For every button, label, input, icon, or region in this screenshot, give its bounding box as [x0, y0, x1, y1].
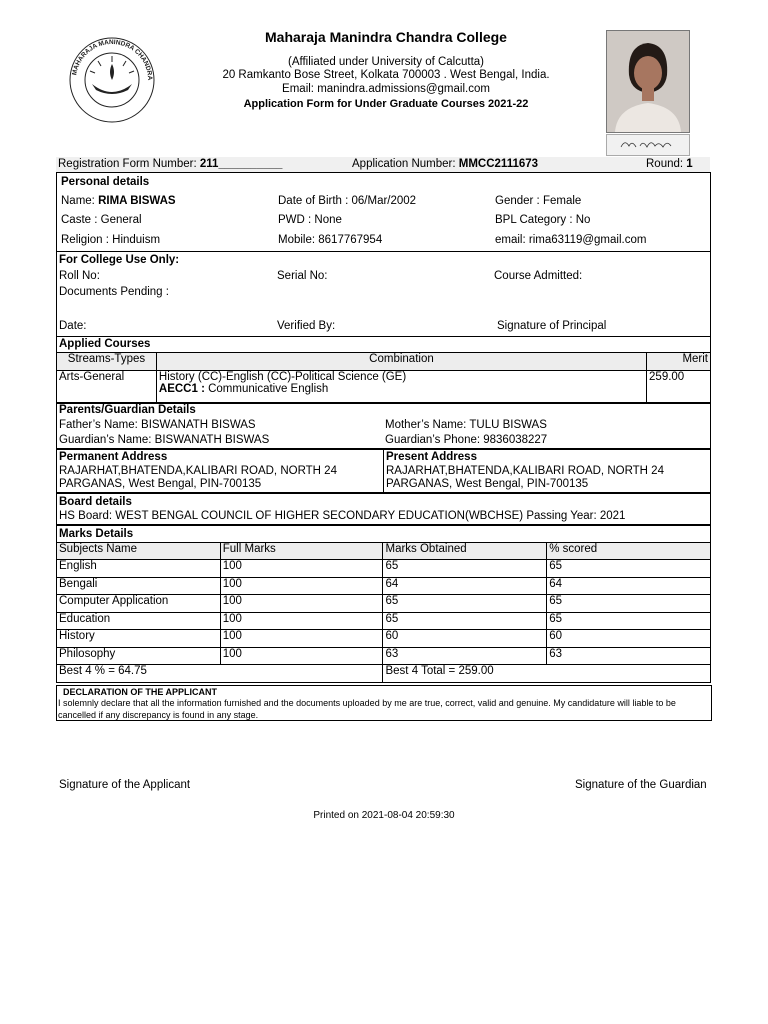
- combination: History (CC)-English (CC)-Political Science (GE) AECC1 : Communicative English: [156, 371, 646, 403]
- round: Round: 1: [646, 158, 693, 170]
- board-section: [56, 493, 711, 525]
- course-admitted: Course Admitted:: [494, 270, 583, 282]
- cell-full-marks: 100: [220, 630, 383, 648]
- table-row: [57, 595, 711, 613]
- col-full-marks: Full Marks: [220, 543, 383, 560]
- cell-marks-obtained: 60: [383, 630, 547, 648]
- board-text: HS Board: WEST BENGAL COUNCIL OF HIGHER SECONDARY EDUCATION(WBCHSE) Passing Year: 2021: [59, 510, 626, 522]
- col-combination: Combination: [156, 353, 646, 371]
- documents-pending: Documents Pending :: [59, 286, 169, 298]
- cell-percent: 64: [547, 577, 711, 595]
- cell-marks-obtained: 63: [383, 647, 547, 665]
- personal-details-heading: Personal details: [61, 176, 150, 188]
- permanent-address-heading: Permanent Address: [59, 451, 168, 463]
- cell-subject: Computer Application: [57, 595, 221, 613]
- table-row: [57, 560, 711, 578]
- table-row: [57, 371, 711, 403]
- cell-marks-obtained: 65: [383, 612, 547, 630]
- marks-table: [56, 542, 711, 683]
- declaration-section: [56, 685, 712, 721]
- affiliation: (Affiliated under University of Calcutta): [287, 56, 484, 68]
- mobile: Mobile: 8617767954: [278, 234, 383, 246]
- present-address-line2: PARGANAS, West Bengal, PIN-700135: [386, 478, 589, 490]
- date-field: Date:: [59, 320, 87, 332]
- religion: Religion : Hinduism: [61, 234, 161, 246]
- cell-marks-obtained: 64: [383, 577, 547, 595]
- parents-section: [56, 403, 711, 449]
- applicant-signature-thumbnail: [606, 134, 690, 156]
- verified-by: Verified By:: [277, 320, 336, 332]
- cell-subject: Philosophy: [57, 647, 221, 665]
- table-row: [57, 577, 711, 595]
- guardian-signature-label: Signature of the Guardian: [575, 779, 707, 791]
- parents-heading: Parents/Guardian Details: [59, 404, 196, 416]
- registration-number: Registration Form Number: 211__________: [58, 158, 283, 170]
- col-subject: Subjects Name: [57, 543, 221, 560]
- cell-marks-obtained: 65: [383, 560, 547, 578]
- best4-percent: Best 4 % = 64.75: [57, 665, 383, 683]
- cell-marks-obtained: 65: [383, 595, 547, 613]
- college-logo: [62, 34, 162, 126]
- cell-subject: History: [57, 630, 221, 648]
- col-percent: % scored: [547, 543, 711, 560]
- svg-text:MAHARAJA MANINDRA CHANDRA COLL: MAHARAJA MANINDRA CHANDRA: [71, 38, 154, 81]
- father-name: Father’s Name: BISWANATH BISWAS: [59, 419, 256, 431]
- guardian-name: Guardian’s Name: BISWANATH BISWAS: [59, 434, 270, 446]
- personal-details-section: [56, 172, 711, 252]
- present-address-heading: Present Address: [386, 451, 477, 463]
- permanent-address-line1: RAJARHAT,BHATENDA,KALIBARI ROAD, NORTH 24: [59, 465, 337, 477]
- gender: Gender : Female: [495, 195, 582, 207]
- cell-percent: 65: [547, 612, 711, 630]
- board-heading: Board details: [59, 496, 132, 508]
- caste: Caste : General: [61, 214, 142, 226]
- serial-no: Serial No:: [277, 270, 328, 282]
- applied-courses-table: [56, 352, 711, 403]
- cell-subject: Education: [57, 612, 221, 630]
- form-title: Application Form for Under Graduate Courses 2021-22: [243, 98, 529, 110]
- col-marks-obtained: Marks Obtained: [383, 543, 547, 560]
- col-streams: Streams-Types: [57, 353, 157, 371]
- cell-subject: Bengali: [57, 577, 221, 595]
- applied-courses-heading: Applied Courses: [59, 338, 151, 350]
- permanent-address-section: [56, 449, 384, 493]
- declaration-heading: DECLARATION OF THE APPLICANT: [63, 687, 217, 697]
- college-email: Email: manindra.admissions@gmail.com: [282, 83, 490, 95]
- col-merit: Merit: [647, 353, 711, 371]
- registration-bar: [56, 157, 710, 172]
- date-of-birth: Date of Birth : 06/Mar/2002: [278, 195, 417, 207]
- cell-full-marks: 100: [220, 595, 383, 613]
- stream-type: Arts-General: [57, 371, 157, 403]
- present-address-section: [383, 449, 711, 493]
- cell-percent: 65: [547, 595, 711, 613]
- cell-full-marks: 100: [220, 612, 383, 630]
- marks-heading: Marks Details: [59, 528, 134, 540]
- guardian-phone: Guardian’s Phone: 9836038227: [385, 434, 548, 446]
- cell-full-marks: 100: [220, 647, 383, 665]
- table-row: [57, 647, 711, 665]
- college-use-section: [56, 251, 711, 337]
- applicant-photo: [606, 30, 690, 133]
- marks-section: [56, 525, 711, 543]
- printed-timestamp: Printed on 2021-08-04 20:59:30: [313, 810, 455, 821]
- cell-percent: 65: [547, 560, 711, 578]
- pwd: PWD : None: [278, 214, 342, 226]
- email: email: rima63119@gmail.com: [495, 234, 647, 246]
- declaration-text: I solemnly declare that all the information furnished and the documents uploaded by me are true, correct, valid and genuine. My candidature will liable to be cancelled if any discrepancy is found in any stage.: [58, 698, 676, 720]
- college-address: 20 Ramkanto Bose Street, Kolkata 700003 . West Bengal, India.: [222, 69, 550, 81]
- cell-subject: English: [57, 560, 221, 578]
- best4-total: Best 4 Total = 259.00: [383, 665, 711, 683]
- cell-percent: 60: [547, 630, 711, 648]
- college-use-heading: For College Use Only:: [59, 254, 180, 266]
- mother-name: Mother’s Name: TULU BISWAS: [385, 419, 547, 431]
- table-row: [57, 630, 711, 648]
- table-row: [57, 612, 711, 630]
- present-address-line1: RAJARHAT,BHATENDA,KALIBARI ROAD, NORTH 24: [386, 465, 664, 477]
- permanent-address-line2: PARGANAS, West Bengal, PIN-700135: [59, 478, 262, 490]
- cell-percent: 63: [547, 647, 711, 665]
- marks-summary-row: [57, 665, 711, 683]
- principal-signature: Signature of Principal: [497, 320, 607, 332]
- applicant-name: Name: RIMA BISWAS: [61, 195, 176, 207]
- college-name: Maharaja Manindra Chandra College: [265, 29, 507, 45]
- applicant-signature-label: Signature of the Applicant: [59, 779, 191, 791]
- cell-full-marks: 100: [220, 560, 383, 578]
- bpl-category: BPL Category : No: [495, 214, 591, 226]
- merit: 259.00: [647, 371, 711, 403]
- application-number: Application Number: MMCC2111673: [352, 158, 539, 170]
- roll-no: Roll No:: [59, 270, 100, 282]
- cell-full-marks: 100: [220, 577, 383, 595]
